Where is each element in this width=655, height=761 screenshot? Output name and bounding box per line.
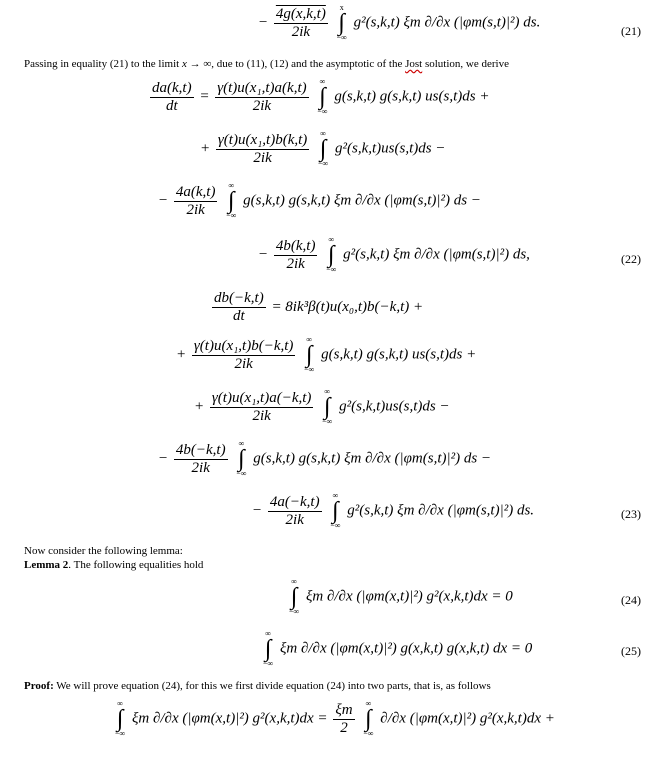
integral-upper: ∞ bbox=[291, 577, 297, 586]
equation-body: = 8ik³β(t)u(x₀,t)b(−k,t) + bbox=[271, 298, 424, 315]
proof-paragraph bbox=[24, 680, 491, 692]
integral-upper: ∞ bbox=[319, 77, 326, 86]
fraction-denominator: 2ik bbox=[252, 407, 271, 424]
integral-upper: x bbox=[339, 3, 344, 12]
integral-lower: −∞ bbox=[115, 729, 126, 738]
plus-sign: + bbox=[200, 140, 211, 157]
fraction bbox=[150, 80, 194, 115]
minus-sign: − bbox=[258, 14, 269, 31]
integral-upper: ∞ bbox=[328, 235, 335, 244]
plus-sign: + bbox=[176, 346, 187, 363]
equation-22-line-4 bbox=[258, 236, 530, 274]
equation-body: g(s,k,t) g(s,k,t) us(s,t)ds + bbox=[334, 88, 490, 105]
fraction bbox=[215, 80, 308, 115]
fraction bbox=[174, 442, 228, 477]
fraction-denominator: 2ik bbox=[186, 201, 205, 218]
integral-sign: ∞ ∫ −∞ bbox=[317, 77, 328, 116]
equation-23-line-5 bbox=[252, 492, 534, 530]
equation-22-line-2 bbox=[200, 130, 445, 168]
integral-sign: ∞ ∫ −∞ bbox=[304, 335, 315, 374]
lemma-text: . The following equalities hold bbox=[68, 559, 204, 571]
fraction bbox=[174, 184, 218, 219]
fraction-numerator: γ(t)u(x₁,t)b(k,t) bbox=[217, 131, 308, 148]
minus-sign: − bbox=[258, 246, 269, 263]
paragraph-limit bbox=[24, 58, 509, 70]
equation-23-line-4 bbox=[158, 440, 491, 478]
equation-rhs: ∂/∂x (|φm(x,t)|²) g²(x,k,t)dx + bbox=[380, 710, 555, 727]
equation-21 bbox=[258, 4, 540, 42]
lemma-title: Lemma 2 bbox=[24, 559, 69, 571]
integral-lower: −∞ bbox=[289, 607, 300, 616]
fraction-denominator: dt bbox=[165, 97, 178, 114]
plus-sign: + bbox=[194, 398, 205, 415]
equation-23-line-1 bbox=[210, 290, 423, 325]
integral-lower: −∞ bbox=[317, 107, 328, 116]
fraction-numerator: 4b(k,t) bbox=[275, 237, 316, 254]
fraction bbox=[268, 494, 322, 529]
fraction-numerator: 4a(−k,t) bbox=[269, 493, 320, 510]
fraction bbox=[216, 132, 309, 167]
lemma-statement bbox=[24, 559, 203, 571]
integral-sign: ∞ ∫ −∞ bbox=[289, 577, 300, 616]
equation-body: g²(s,k,t)us(s,t)ds − bbox=[335, 140, 446, 157]
equation-body: g²(s,k,t) ξm ∂/∂x (|φm(s,t)|²) ds, bbox=[343, 246, 530, 263]
integral-upper: ∞ bbox=[306, 335, 313, 344]
fraction-denominator: 2ik bbox=[191, 459, 210, 476]
fraction-denominator: dt bbox=[233, 308, 245, 324]
integral-lower: −∞ bbox=[304, 365, 315, 374]
fraction-numerator: da(k,t) bbox=[152, 79, 192, 96]
spellcheck-word: Jost bbox=[405, 58, 423, 70]
equation-23-line-2 bbox=[176, 336, 476, 374]
integral-lower: −∞ bbox=[326, 265, 337, 274]
integral-sign: ∞ ∫ −∞ bbox=[326, 235, 337, 274]
fraction bbox=[192, 338, 296, 373]
integral-sign: ∞ ∫ −∞ bbox=[263, 629, 274, 668]
fraction bbox=[210, 390, 314, 425]
fraction-numerator: ξm bbox=[335, 701, 353, 718]
fraction bbox=[274, 238, 318, 273]
integral-lower: −∞ bbox=[322, 417, 333, 426]
equation-lhs: ξm ∂/∂x (|φm(x,t)|²) g²(x,k,t)dx = bbox=[131, 710, 328, 727]
equation-23-line-3 bbox=[194, 388, 450, 426]
integral-lower: −∞ bbox=[318, 159, 329, 168]
integral-sign: ∞ ∫ −∞ bbox=[363, 699, 374, 738]
fraction-denominator: 2ik bbox=[285, 511, 304, 528]
minus-sign: − bbox=[158, 450, 169, 467]
equation-number-24: (24) bbox=[621, 593, 641, 607]
fraction-denominator: 2 bbox=[340, 719, 348, 736]
fraction-numerator: γ(t)u(x₁,t)a(k,t) bbox=[217, 79, 307, 96]
equation-24 bbox=[286, 578, 513, 616]
equation-body: ξm ∂/∂x (|φm(x,t)|²) g(x,k,t) g(x,k,t) dx = 0 bbox=[279, 640, 533, 657]
integral-lower: −∞ bbox=[236, 469, 247, 478]
equation-body: g²(s,k,t) ξm ∂/∂x (|φm(s,t)|²) ds. bbox=[353, 14, 541, 31]
fraction-denominator: 2ik bbox=[286, 255, 305, 272]
equation-22-line-3 bbox=[158, 182, 481, 220]
integral-sign: ∞ ∫ −∞ bbox=[236, 439, 247, 478]
equation-body: g(s,k,t) g(s,k,t) ξm ∂/∂x (|φm(s,t)|²) ds − bbox=[253, 450, 492, 467]
equation-22-line-1 bbox=[148, 78, 489, 116]
fraction bbox=[274, 6, 328, 41]
equation-number-21: (21) bbox=[621, 24, 641, 38]
text-segment: solution, we derive bbox=[422, 58, 509, 70]
fraction bbox=[212, 290, 266, 325]
integral-upper: ∞ bbox=[332, 491, 339, 500]
fraction-denominator: 2ik bbox=[253, 149, 272, 166]
paragraph-consider: Now consider the following lemma: bbox=[24, 545, 183, 557]
integral-upper: ∞ bbox=[238, 439, 245, 448]
proof-title: Proof: bbox=[24, 680, 54, 692]
integral-upper: ∞ bbox=[265, 629, 271, 638]
equation-body: ξm ∂/∂x (|φm(x,t)|²) g²(x,k,t)dx = 0 bbox=[305, 588, 513, 605]
fraction-numerator: γ(t)u(x₁,t)b(−k,t) bbox=[193, 337, 294, 354]
integral-lower: −∞ bbox=[336, 33, 347, 42]
equation-body: g(s,k,t) g(s,k,t) us(s,t)ds + bbox=[321, 346, 477, 363]
fraction-numerator: 4a(k,t) bbox=[175, 183, 216, 200]
fraction-numerator: 4g(x,k,t) bbox=[275, 5, 326, 22]
integral-upper: ∞ bbox=[228, 181, 235, 190]
equation-number-25: (25) bbox=[621, 644, 641, 658]
text-segment: Passing in equality (21) to the limit bbox=[24, 58, 182, 70]
integral-sign: ∞ ∫ −∞ bbox=[226, 181, 237, 220]
integral-sign: ∞ ∫ −∞ bbox=[115, 699, 126, 738]
equation-number-23: (23) bbox=[621, 507, 641, 521]
fraction-denominator: 2ik bbox=[291, 23, 311, 40]
equation-25 bbox=[260, 630, 532, 668]
integral-sign: ∞ ∫ −∞ bbox=[318, 129, 329, 168]
fraction bbox=[333, 702, 354, 737]
equation-body: g(s,k,t) g(s,k,t) ξm ∂/∂x (|φm(s,t)|²) ds − bbox=[243, 192, 481, 209]
integral-sign: x ∫ −∞ bbox=[336, 3, 347, 42]
equation-proof-split bbox=[112, 700, 555, 738]
limit-expression: x → ∞ bbox=[181, 58, 212, 70]
integral-upper: ∞ bbox=[117, 699, 123, 708]
fraction-denominator: 2ik bbox=[252, 97, 272, 114]
equation-number-22: (22) bbox=[621, 252, 641, 266]
equals-sign: = bbox=[199, 88, 210, 105]
fraction-denominator: 2ik bbox=[234, 355, 253, 372]
integral-lower: −∞ bbox=[226, 211, 237, 220]
text-segment: , due to (11), (12) and the asymptotic of the bbox=[211, 58, 406, 70]
integral-upper: ∞ bbox=[324, 387, 331, 396]
integral-lower: −∞ bbox=[263, 659, 274, 668]
equation-body: g²(s,k,t) ξm ∂/∂x (|φm(s,t)|²) ds. bbox=[347, 502, 535, 519]
fraction-numerator: 4b(−k,t) bbox=[175, 441, 226, 458]
fraction-numerator: γ(t)u(x₁,t)a(−k,t) bbox=[211, 389, 312, 406]
integral-lower: −∞ bbox=[330, 521, 341, 530]
fraction-numerator: db(−k,t) bbox=[214, 290, 264, 306]
integral-sign: ∞ ∫ −∞ bbox=[322, 387, 333, 426]
integral-lower: −∞ bbox=[363, 729, 374, 738]
integral-sign: ∞ ∫ −∞ bbox=[330, 491, 341, 530]
equation-body: g²(s,k,t)us(s,t)ds − bbox=[339, 398, 450, 415]
integral-upper: ∞ bbox=[320, 129, 326, 138]
minus-sign: − bbox=[158, 192, 169, 209]
integral-upper: ∞ bbox=[365, 699, 372, 708]
minus-sign: − bbox=[252, 502, 263, 519]
proof-text: We will prove equation (24), for this we first divide equation (24) into two parts, that is, as follows bbox=[53, 680, 491, 692]
